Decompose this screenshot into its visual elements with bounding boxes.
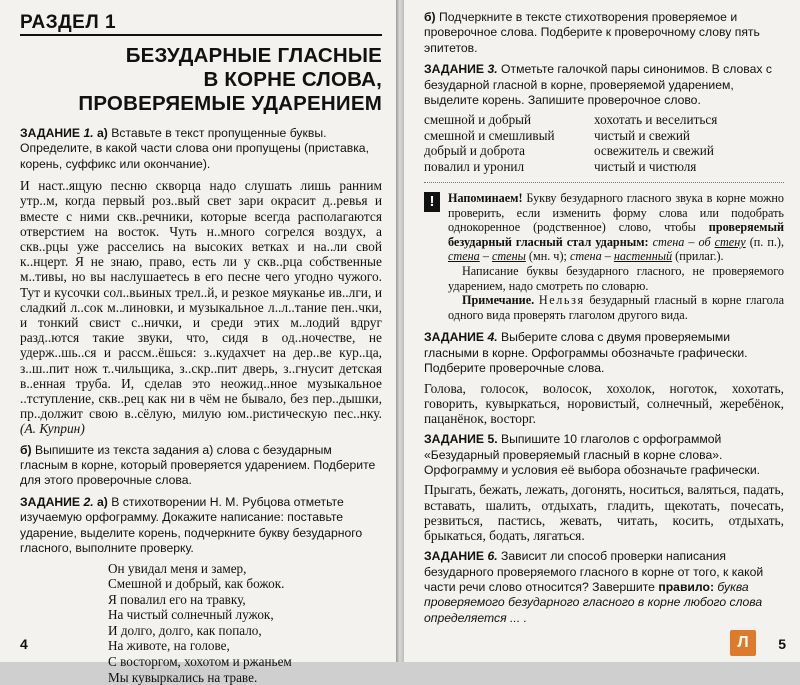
task-4-words: Голова, голосок, волосок, хохолок, ноготок, хохотать, говорить, кувыркаться, норовистый, солнечный, жеребёнок, пацанёнок, восторг. (424, 380, 784, 427)
task-6-num: 6. (487, 549, 498, 564)
task-1-label: ЗАДАНИЕ (20, 126, 81, 140)
note-example: стена (652, 234, 685, 249)
task-2-label: ЗАДАНИЕ (20, 494, 81, 509)
poem-line: И долго, долго, как попало, (108, 622, 262, 638)
note-text-1-bold: проверяемый безударный гласный стал ударным: (448, 220, 784, 249)
task-1b-sub: б) (20, 442, 32, 457)
page-number-right: 5 (778, 636, 786, 652)
task-2b-sub: б) (424, 10, 436, 24)
synonym-pair: хохотать и веселиться (594, 112, 718, 128)
poem (108, 561, 382, 685)
task-5-label: ЗАДАНИЕ (424, 432, 485, 447)
task-2b (424, 10, 784, 56)
note-example: – (482, 249, 489, 264)
story-text (20, 178, 382, 436)
task-1b (20, 443, 382, 489)
task-2a (20, 495, 382, 557)
note-example: – об (688, 234, 711, 249)
synonym-pairs (424, 112, 784, 174)
task-6 (424, 549, 784, 626)
note-example: стена (569, 249, 602, 264)
task-4-label: ЗАДАНИЕ (424, 330, 485, 345)
task-3-num: 3. (487, 62, 498, 77)
story-body: И наст..ящую песню скворца надо слушать лишь ранним утр..м, когда первый роз..вый свет зари окрасит д..ревья и вместе с ними скв..речники, которые всегда располагаются отверстием на восток. Чуть н..много согрелся воздух, а скв..рцы уже расселись на высоких ветках и на..ли свой к..нцерт. Я не знаю, право, есть ли у скв..рца собственные м..тивы, но вы наслушаетесь в его песне чего угодно чужого. Тут и кусочки сол..вьиных трел..й, и резкое мяуканье ив..лги, и сладкий л..сок м..линовки, и музыкальное л..л..тание пен..чки, и тонкий свист с..нички, и среди этих м..лодий вдруг разд..ются такие звуки, что, сидя в од..ночестве, не удерж..шь..ся и рассм..ёшься: з..кудахчет на дер..ве кур..ца, з..ш..пит нож т..чильщика, з..скр..пит дверь, з..гнусит детская в..енная труба. И, сделав это неожид..нное музыкальное ..тступление, скв..рец как ни в чём не бывало, без пер..дышки, пр..должит свою в..сёлую, милую юм..ристическую пес..нку. (20, 178, 382, 422)
task-2a-text: В стихотворении Н. М. Рубцова отметьте изучаемую орфограмму. Докажите написание: поставьте ударение, выделите корень, подчеркните букву безударного гласного, выполните проверку. (20, 494, 363, 556)
synonym-pair: чистый и чистюля (594, 158, 697, 174)
remark-label: Примечание. (462, 293, 535, 308)
task-2b-text: Подчеркните в тексте стихотворения проверяемое и проверочное слова. Подберите к проверочному слову пять эпитетов. (424, 10, 760, 55)
note-example: стена (448, 249, 480, 264)
story-author: (А. Куприн) (20, 421, 85, 437)
task-6-rule-text: буква проверяемого безударного гласного в корне любого слова определяется ... . (424, 580, 763, 625)
task-5 (424, 432, 784, 478)
task-3-label: ЗАДАНИЕ (424, 62, 485, 77)
remark-spaced: Нельзя (538, 293, 585, 308)
title-line-3: ПРОВЕРЯЕМЫЕ УДАРЕНИЕМ (78, 92, 382, 115)
section-header (20, 10, 382, 36)
synonym-pair: смешной и добрый (424, 112, 532, 128)
title-line-2: В КОРНЕ СЛОВА, (203, 68, 382, 91)
exclamation-icon: ! (424, 192, 440, 212)
task-2a-sub: а) (97, 494, 108, 509)
task-6-rule-label: правило: (658, 580, 715, 595)
reminder-note (424, 191, 784, 322)
poem-line: На чистый солнечный лужок, (108, 607, 274, 623)
task-4-num: 4. (487, 330, 498, 345)
note-text-1: Букву безударного гласного звука в корне можно проверить, если изменить форму слова или подобрать однокоренное (родственное) слово, чтобы (448, 191, 784, 235)
page-title (20, 44, 382, 116)
title-line-1: БЕЗУДАРНЫЕ ГЛАСНЫЕ (125, 44, 382, 67)
poem-line: Смешной и добрый, как божок. (108, 576, 285, 592)
task-6-label: ЗАДАНИЕ (424, 549, 485, 564)
note-example: стены (491, 249, 526, 264)
note-example: настенный (613, 249, 673, 264)
poem-line: Я повалил его на травку, (108, 591, 246, 607)
synonym-pair: повалил и уронил (424, 158, 525, 174)
poem-line: На животе, на голове, (108, 638, 230, 654)
page-number-left: 4 (20, 636, 28, 652)
synonym-pair: смешной и смешливый (424, 127, 555, 143)
task-5-text: Выпишите 10 глаголов с орфограммой «Безударный проверяемый гласный в корне слова». Орфограмму и условия её выбора обозначьте графически. (424, 432, 761, 478)
remark-text: безударный гласный в корне глагола одного вида проверять глаголом другого вида. (448, 293, 785, 322)
publisher-logo-icon: Л (730, 630, 756, 656)
divider (424, 182, 784, 183)
note-example: (п. п.), (749, 234, 785, 249)
note-label: Напоминаем! (448, 191, 523, 206)
task-5-words: Прыгать, бежать, лежать, догонять, носиться, валяться, падать, вставать, шалить, отдыхать, гладить, щекотать, почесать, резвиться, пастись, жевать, читать, косить, отдыхать, брыкаться, бодать, лягаться. (424, 482, 784, 544)
task-3 (424, 62, 784, 108)
book-gutter (396, 0, 404, 662)
task-3-text: Отметьте галочкой пары синонимов. В словах с безударной гласной в корне, проверяемой ударением, выделите корень. Запишите проверочное слово. (424, 62, 772, 108)
poem-line: Он увидал меня и замер, (108, 560, 247, 576)
note-text-2: Написание буквы безударного гласного, не проверяемого ударением, надо смотреть по словарю. (448, 264, 784, 293)
note-example: (прилаг.). (675, 249, 724, 264)
task-6-text: Зависит ли способ проверки написания безударного проверяемого гласного в корне от того, к какой части речи слово относится? Завершите (424, 549, 764, 595)
synonym-pair: освежитель и свежий (594, 143, 714, 159)
note-example: стену (714, 234, 746, 249)
note-example: (мн. ч); (528, 249, 567, 264)
left-page (0, 0, 396, 685)
poem-line: Мы кувыркались на траве. (108, 669, 258, 685)
task-4 (424, 330, 784, 376)
task-1a-sub: а) (97, 126, 108, 140)
task-1a (20, 126, 382, 172)
task-1b-text: Выпишите из текста задания а) слова с безударным гласным в корне, который проверяется ударением. Подберите для этого проверочные слова. (20, 442, 376, 488)
note-example: – (604, 249, 611, 264)
section-label: РАЗДЕЛ 1 (20, 12, 117, 33)
task-4-text: Выберите слова с двумя проверяемыми гласными в корне. Орфограммы обозначьте графически. Подберите проверочные слова. (424, 330, 748, 376)
right-page (404, 0, 800, 662)
poem-line: С восторгом, хохотом и ржаньем (108, 654, 292, 670)
task-2-num: 2. (83, 494, 94, 509)
synonym-pair: добрый и доброта (424, 143, 525, 159)
task-1a-text: Вставьте в текст пропущенные буквы. Определите, в какой части слова они пропущены (приставка, корень, суффикс или окончание). (20, 126, 369, 171)
task-5-num: 5. (487, 432, 498, 447)
synonym-pair: чистый и свежий (594, 127, 690, 143)
task-1-num: 1. (83, 126, 94, 140)
